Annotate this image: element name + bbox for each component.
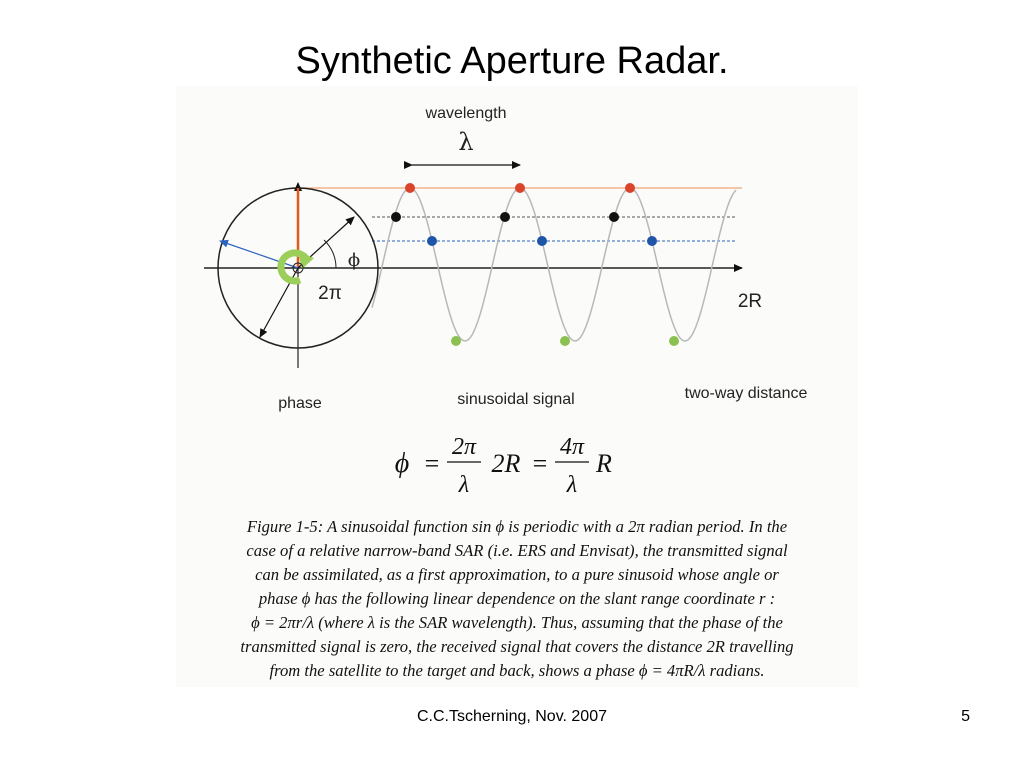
sar-diagram <box>176 86 858 516</box>
page-number: 5 <box>961 708 970 725</box>
two-pi-label: 2π <box>318 283 342 304</box>
formula-rhs: R <box>596 449 612 478</box>
caption-line: can be assimilated, as a first approximation, to a pure sinusoid whose angle or <box>255 565 779 584</box>
black-point <box>609 212 619 222</box>
formula-frac2-numerator: 4π <box>559 434 585 460</box>
caption-line: case of a relative narrow-band SAR (i.e. ERS and Envisat), the transmitted signal <box>246 541 788 560</box>
two-r-label: 2R <box>737 291 763 312</box>
formula-frac1-denominator: λ <box>458 472 470 498</box>
red-point <box>515 183 525 193</box>
formula-mid: 2R <box>491 449 521 478</box>
phi-angle-arc <box>324 240 336 268</box>
caption-line: phase ϕ has the following linear dependence on the slant range coordinate r : <box>258 589 776 608</box>
green-points <box>451 336 679 346</box>
phi-label: ϕ <box>347 250 361 271</box>
red-point <box>625 183 635 193</box>
caption-line: from the satellite to the target and back, shows a phase ϕ = 4πR/λ radians. <box>269 661 765 680</box>
green-point <box>669 336 679 346</box>
green-point <box>560 336 570 346</box>
lambda-label: λ <box>458 128 474 156</box>
green-point <box>451 336 461 346</box>
black-point <box>500 212 510 222</box>
caption-line: Figure 1-5: A sinusoidal function sin ϕ is periodic with a 2π radian period. In the <box>246 517 788 536</box>
phase-formula <box>395 434 612 498</box>
formula-lhs: ϕ <box>394 448 410 479</box>
blue-point <box>427 236 437 246</box>
formula-equals: = <box>424 449 440 478</box>
sar-figure <box>176 86 858 687</box>
figure-caption <box>176 515 858 683</box>
slide-title: Synthetic Aperture Radar. <box>295 40 729 82</box>
formula-equals-2: = <box>532 449 548 478</box>
wavelength-label: wavelength <box>425 105 507 122</box>
formula-frac1-numerator: 2π <box>451 434 477 460</box>
caption-line: transmitted signal is zero, the received signal that covers the distance 2R travelling <box>240 637 794 656</box>
sinusoidal-signal-label: sinusoidal signal <box>457 391 575 408</box>
footer-author: C.C.Tscherning, Nov. 2007 <box>416 708 607 725</box>
caption-line: ϕ = 2πr/λ (where λ is the SAR wavelength). Thus, assuming that the phase of the <box>251 613 783 632</box>
blue-point <box>537 236 547 246</box>
sinusoidal-signal-curve <box>372 188 736 341</box>
formula-frac2-denominator: λ <box>566 472 578 498</box>
black-point <box>391 212 401 222</box>
red-point <box>405 183 415 193</box>
two-way-distance-label: two-way distance <box>684 385 808 402</box>
phase-label: phase <box>278 395 322 412</box>
blue-point <box>647 236 657 246</box>
